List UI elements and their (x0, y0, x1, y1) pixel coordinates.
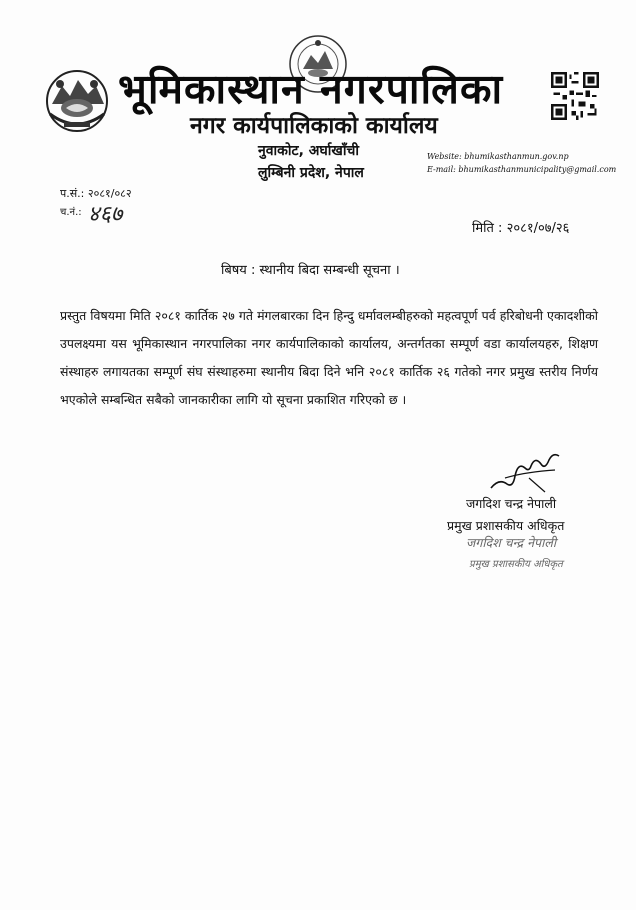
letter-date: मिति : २०८१/०७/२६ (472, 221, 570, 236)
name-stamp (466, 534, 592, 574)
stamp-name: जगदिश चन्द्र नेपाली (466, 535, 557, 550)
signatory-name: जगदिश चन्द्र नेपाली (466, 496, 557, 511)
letter-subject: बिषय : स्थानीय बिदा सम्बन्धी सूचना । (221, 263, 400, 278)
reference-number: प.सं.: २०८१/०८२ (60, 187, 132, 200)
handwritten-signature-icon (485, 448, 565, 496)
municipality-title: भूमिकास्थान नगरपालिका (118, 65, 504, 113)
dispatch-number: ४६७ (88, 202, 123, 227)
stamp-title: प्रमुख प्रशासकीय अधिकृत (469, 559, 563, 570)
email-text: E-mail: bhumikasthanmunicipality@gmail.com (427, 165, 617, 174)
nepal-emblem-icon (42, 64, 112, 134)
website-text: Website: bhumikasthanmun.gov.np (427, 152, 569, 161)
letter-body: प्रस्तुत विषयमा मिति २०८१ कार्तिक २७ गते मंगलबारका दिन हिन्दु धर्मावलम्बीहरुको महत्वपूर्ण पर्व हरिबोधनी एकादशीको उपलक्ष्यमा यस भूमिकास्थान नगरपालिका नगर कार्यपालिकाको कार्यालय, अन्तर्गतका सम्पूर्ण वडा कार्यालयहरु, शिक्षण संस्थाहरु लगायतका सम्पूर्ण संघ संस्थाहरुमा स्थानीय बिदा दिने भनि २०८१ कार्तिक २६ गतेको नगर प्रमुख स्तरीय निर्णय भएकोले सम्बन्धित सबैको जानकारीका लागि यो सूचना प्रकाशित गरिएको छ । (60, 308, 598, 407)
office-subtitle: नगर कार्यपालिकाको कार्यालय (190, 113, 438, 139)
signatory-title: प्रमुख प्रशासकीय अधिकृत (447, 518, 565, 533)
dispatch-label: च.नं.: (60, 207, 82, 218)
address-line-2: लुम्बिनी प्रदेश, नेपाल (258, 165, 364, 181)
qr-code-icon (551, 72, 599, 120)
address-line-1: नुवाकोट, अर्घाखाँची (258, 143, 359, 159)
